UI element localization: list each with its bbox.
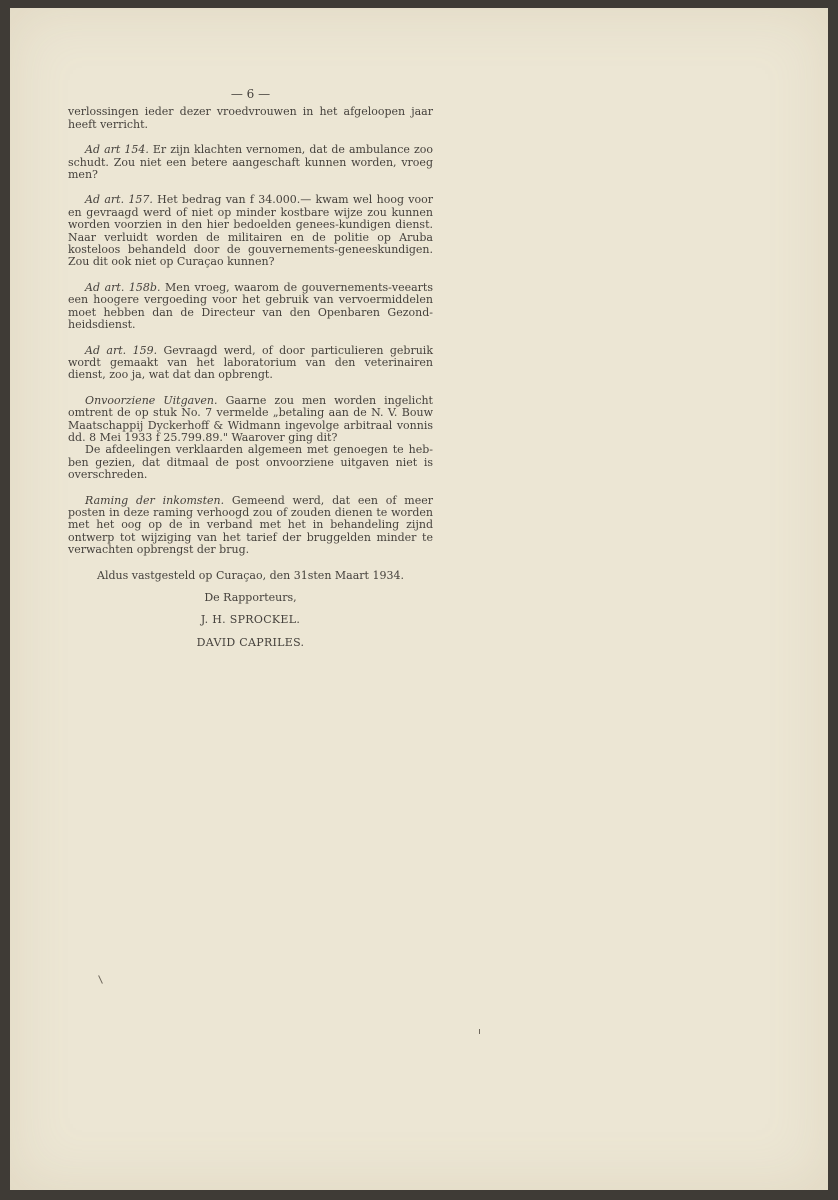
paragraph-art-158b <box>68 282 433 332</box>
paragraph-onvoorziene-uitgaven <box>68 395 433 445</box>
paragraph-raming-der-inkomsten <box>68 495 433 557</box>
paragraph-art-157 <box>68 194 433 268</box>
paragraph-text: Er zijn klachten vernomen, dat de ambulance zoo schudt. Zou niet een betere aangeschaft kunnen worden, vroeg men? <box>68 143 433 182</box>
paragraph-heading: Ad art 154. <box>85 143 149 157</box>
paragraph-text: Men vroeg, waarom de gouvernements-veearts een hoogere vergoeding voor het gebruik van vervoermiddelen moet hebben dan de Directeur van den Openbaren Gezond-heidsdienst. <box>68 280 433 332</box>
paragraph-heading: Onvoorziene Uitgaven. <box>85 393 218 407</box>
paragraph-text: Gevraagd werd, of door particulieren gebruik wordt gemaakt van het laboratorium van den veterinairen dienst, zoo ja, wat dat dan opbrengt. <box>68 343 433 382</box>
paragraph-text: Het bedrag van f 34.000.— kwam wel hoog voor en gevraagd werd of niet op minder kostbare wijze zou kunnen worden voorzien in den hier bedoelden genees-kundigen dienst. Naar verluidt worden de militairen en de politie op Aruba kosteloos behandeld door de gouvernements-geneeskundigen. Zou dit ook niet op Curaçao kunnen? <box>68 193 433 269</box>
closing-statement: Aldus vastgesteld op Curaçao, den 31sten Maart 1934. <box>97 568 404 582</box>
subparagraph-afdeelingen: De afdeelingen verklaarden algemeen met genoegen te heb-ben gezien, dat ditmaal de post onvoorziene uitgaven niet is overschreden. <box>68 443 433 482</box>
signatory-capriles: DAVID CAPRILES. <box>196 635 305 649</box>
paragraph-heading: Ad art. 159. <box>85 343 158 357</box>
paragraph-art-159 <box>68 345 433 382</box>
page-number: — 6 — <box>230 87 271 101</box>
paper-speck <box>479 1029 480 1034</box>
document-page <box>10 8 828 1190</box>
paper-speck <box>98 975 103 984</box>
paragraph-text: Gemeend werd, dat een of meer posten in deze raming verhoogd zou of zouden dienen te worden met het oog op de in verband met het in behandeling zijnd ontwerp tot wijziging van het tarief der bruggelden minder te verwachten opbrengst der brug. <box>68 493 433 557</box>
signatory-sprockel: J. H. SPROCKEL. <box>200 613 301 627</box>
paragraph-heading: Ad art. 157. <box>85 193 153 207</box>
paragraph-art-154 <box>68 144 433 181</box>
continuation-paragraph: verlossingen ieder dezer vroedvrouwen in het afgeloopen jaar heeft verricht. <box>68 105 433 131</box>
paragraph-heading: Raming der inkomsten. <box>85 493 225 507</box>
text-column <box>68 88 433 659</box>
rapporteurs-label: De Rapporteurs, <box>204 591 297 604</box>
closing-block <box>68 570 433 650</box>
paragraph-heading: Ad art. 158b. <box>85 280 161 294</box>
paragraph-text: Gaarne zou men worden ingelicht omtrent de op stuk No. 7 vermelde „betaling aan de N. V. Bouw Maatschappij Dyckerhoff & Widmann ingevolge arbitraal vonnis dd. 8 Mei 1933 f 25.799.89." Waarover ging dit? <box>68 393 433 444</box>
